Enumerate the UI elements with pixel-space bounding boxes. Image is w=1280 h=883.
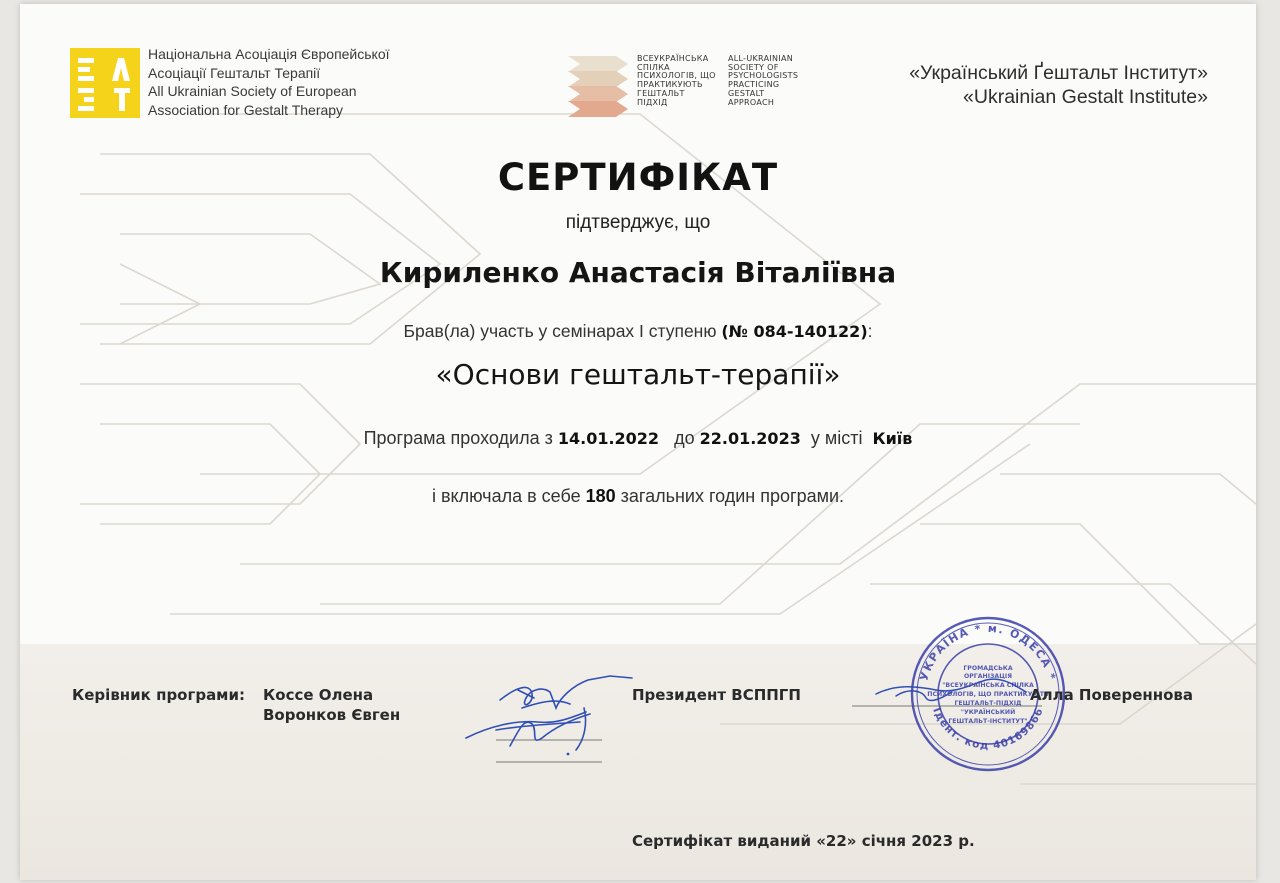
issued-suffix: 2023 р. [906, 832, 975, 850]
issued-day: «22» [816, 832, 857, 850]
participation-suffix: : [867, 321, 873, 341]
vsppgp-name-ua [637, 55, 716, 107]
stamp-center-line: "УКРАЇНСЬКИЙ [960, 709, 1016, 716]
hours-prefix: і включала в себе [431, 486, 586, 506]
association-line: Національна Асоціація Європейської [148, 46, 390, 62]
vsppgp-en-line: APPROACH [728, 97, 775, 107]
eaagt-logo-icon [70, 48, 140, 118]
stamp-ring-top-text: УКРАЇНА * м. ОДЕСА * [917, 621, 1059, 683]
program-leader-label: Керівник програми: [72, 686, 245, 704]
hours-count: 180 [585, 486, 616, 506]
institute-name-en: «Ukrainian Gestalt Institute» [963, 86, 1208, 108]
president-label: Президент ВСППГП [632, 686, 801, 704]
program-leader-name: Воронков Євген [263, 706, 401, 724]
national-association-name [148, 45, 390, 119]
vsppgp-ua-line: ПРАКТИКУЮТЬ [637, 80, 703, 90]
participation-line [20, 321, 1256, 342]
issued-month: січня [861, 832, 907, 850]
hours-suffix: загальних годин програми. [615, 486, 845, 506]
vsppgp-en-line: GESTALT [728, 88, 765, 98]
institute-name-ua: «Український Ґештальт Інститут» [909, 62, 1208, 84]
stamp-center-line: ПСИХОЛОГІВ, ЩО ПРАКТИКУЮТЬ [927, 691, 1049, 698]
vsppgp-ua-line: СПІЛКА [637, 62, 670, 72]
date-to: 22.01.2023 [699, 429, 801, 448]
participation-prefix: Брав(ла) участь у семінарах І ступеню [403, 321, 722, 341]
stamp-center-line: ГЕШТАЛЬТ-ІНСТИТУТ" [948, 718, 1028, 725]
president-name: Алла Повереннова [1030, 686, 1194, 704]
association-line: Асоціації Гештальт Терапії [148, 64, 321, 81]
certificate-sheet [20, 4, 1256, 880]
stamp-center-line: "ВСЕУКРАЇНСЬКА СПІЛКА [942, 682, 1034, 689]
dates-prefix: Програма проходила з [363, 428, 558, 448]
vsppgp-ua-line: ВСЕУКРАЇНСЬКА [637, 54, 709, 63]
leader-signature [460, 668, 640, 768]
stamp-ring-bottom-text: Ідент. код 40169866 [930, 705, 1046, 753]
seminar-number: (№ 084-140122) [721, 322, 868, 341]
program-name: «Основи гештальт-терапії» [435, 358, 841, 391]
association-line: Association for Gestalt Therapy [148, 101, 344, 118]
program-leader-name: Коссе Олена [263, 686, 374, 704]
stamp-center-line: ГЕШТАЛЬТ-ПІДХІД [954, 700, 1022, 707]
issue-date-line [632, 832, 975, 850]
stamp-center-line: ОРГАНІЗАЦІЯ [964, 673, 1012, 680]
vsppgp-ua-line: ПІДХІД [637, 97, 668, 107]
city-prefix: у місті [810, 428, 863, 448]
layered-chevron-logo-icon [566, 54, 630, 120]
stamp-center-line: ГРОМАДСЬКА [963, 665, 1013, 672]
vsppgp-ua-line: ГЕШТАЛЬТ [637, 88, 685, 98]
vsppgp-en-line: ALL-UKRAINIAN [728, 54, 794, 63]
program-dates-line [20, 428, 1256, 449]
association-line: All Ukrainian Society of European [148, 83, 357, 99]
dates-mid: до [674, 428, 695, 448]
date-from: 14.01.2022 [557, 429, 660, 448]
city: Київ [872, 429, 913, 448]
confirms-text: підтверджує, що [565, 212, 711, 233]
hours-line [20, 486, 1256, 507]
vsppgp-ua-line: ПСИХОЛОГІВ, ЩО [637, 71, 716, 81]
recipient-name: Кириленко Анастасія Віталіївна [379, 256, 897, 289]
vsppgp-name-en [728, 55, 798, 107]
vsppgp-en-line: PRACTICING [728, 80, 780, 90]
certificate-title: СЕРТИФІКАТ [497, 156, 779, 199]
vsppgp-en-line: SOCIETY OF [728, 62, 779, 72]
issued-prefix: Сертифікат виданий [632, 832, 817, 850]
vsppgp-en-line: PSYCHOLOGISTS [728, 71, 799, 81]
